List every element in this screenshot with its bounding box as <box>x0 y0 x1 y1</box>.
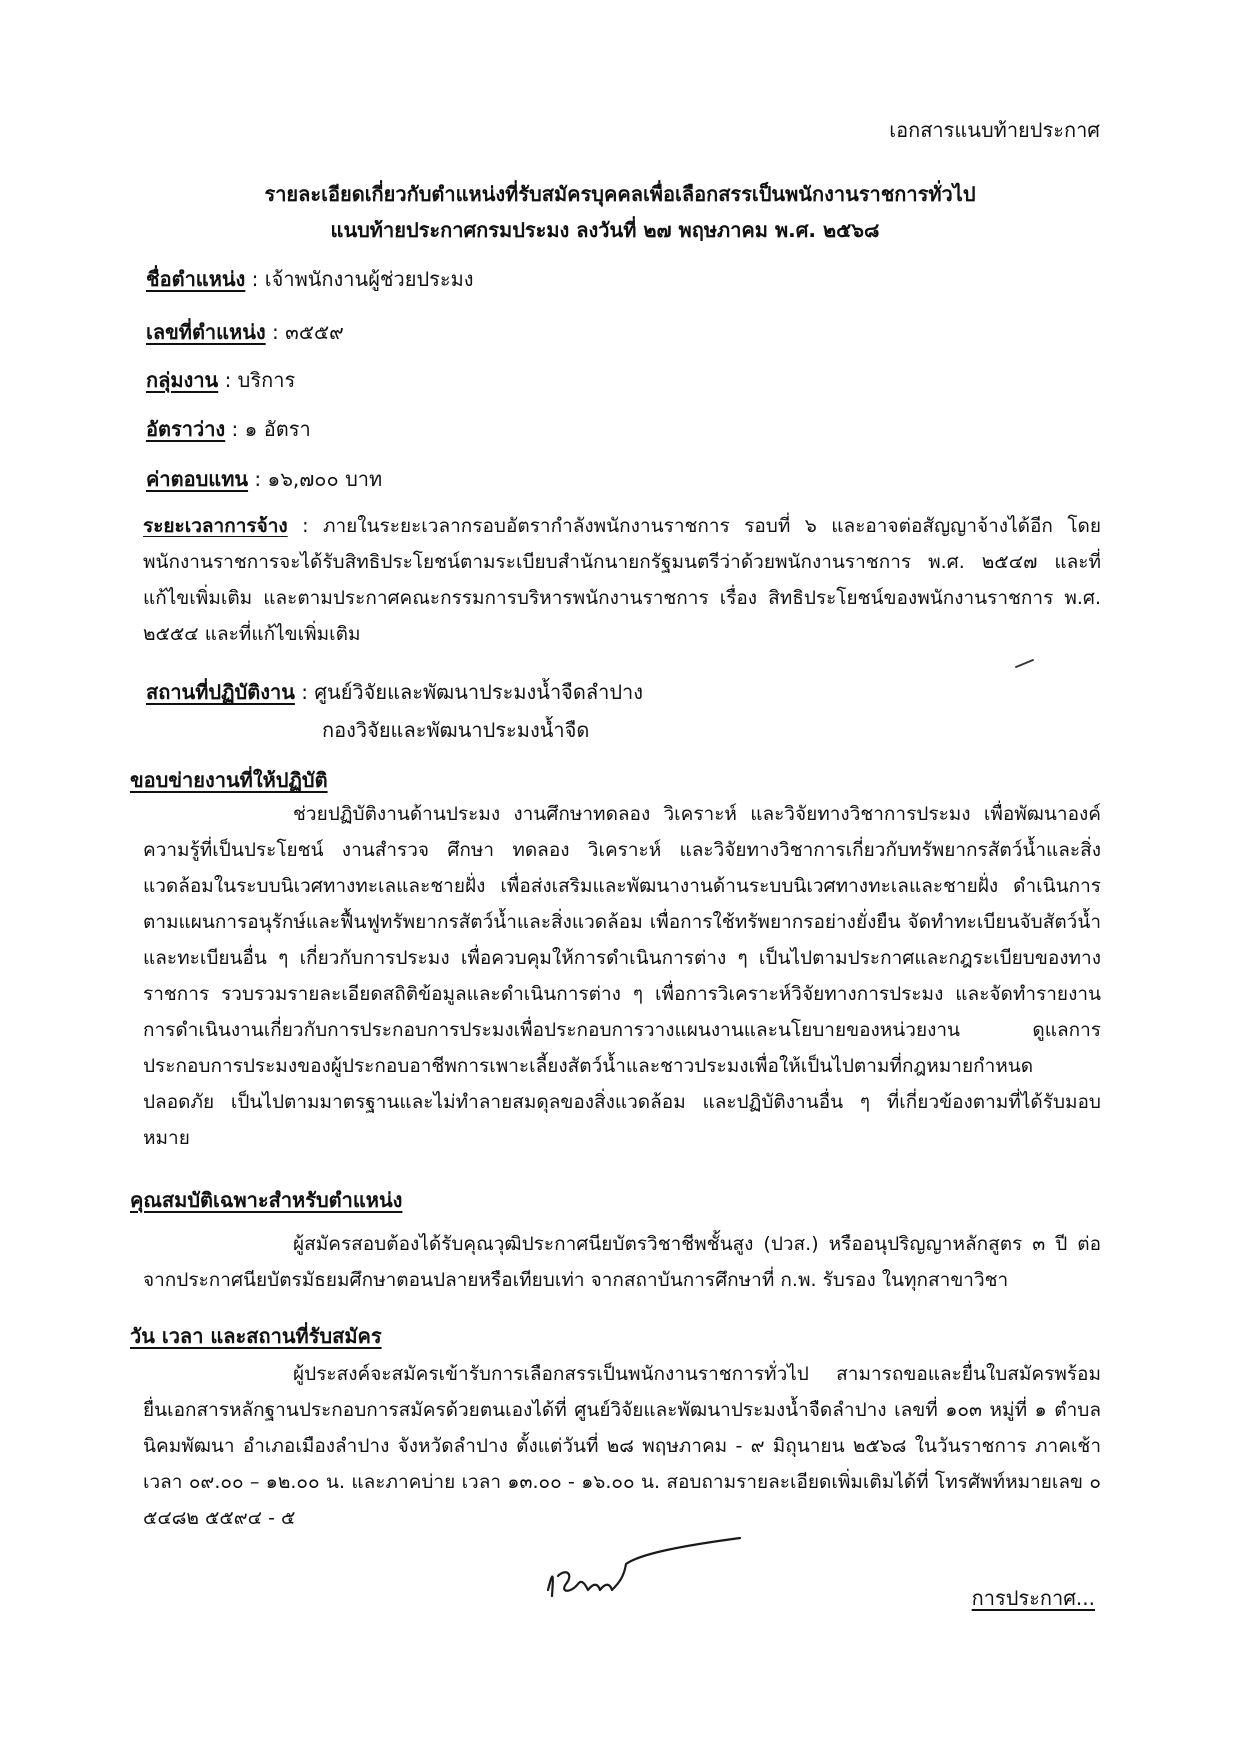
scope-paragraph: ช่วยปฏิบัติงานด้านประมง งานศึกษาทดลอง วิเคราะห์ และวิจัยทางวิชาการประมง เพื่อพัฒนาองค์ความรู้ที่เป็นประโยชน์ งานสำรวจ ศึกษา ทดลอง วิเคราะห์ และวิจัยทางวิชาการเกี่ยวกับทรัพยากรสัตว์น้ำและสิ่งแวดล้อมในระบบนิเวศทางทะเลและชายฝั่ง เพื่อส่งเสริมและพัฒนางานด้านระบบนิเวศทางทะเลและชายฝั่ง ดำเนินการตามแผนการอนุรักษ์และฟื้นฟูทรัพยากรสัตว์น้ำและสิ่งแวดล้อม เพื่อการใช้ทรัพยากรอย่างยั่งยืน จัดทำทะเบียนจับสัตว์น้ำ และทะเบียนอื่น ๆ เกี่ยวกับการประมง เพื่อควบคุมให้การดำเนินการต่าง ๆ เป็นไปตามประกาศและกฎระเบียบของทางราชการ รวบรวมรายละเอียดสถิติข้อมูลและดำเนินการต่าง ๆ เพื่อการวิเคราะห์วิจัยทางการประมง และจัดทำรายงานการดำเนินงานเกี่ยวกับการประกอบการประมงเพื่อประกอบการวางแผนงานและนโยบายของหน่วยงาน ดูแลการประกอบการประมงของผู้ประกอบอาชีพการเพาะเลี้ยงสัตว์น้ำและชาวประมงเพื่อให้เป็นไปตามที่กฎหมายกำหนด ปลอดภัย เป็นไปตามมาตรฐานและไม่ทำลายสมดุลของสิ่งแวดล้อม และปฏิบัติงานอื่น ๆ ที่เกี่ยวข้องตามที่ได้รับมอบหมาย <box>143 803 1101 1149</box>
position-name-field <box>146 263 474 295</box>
position-number-field <box>146 316 344 348</box>
workplace-line-1: : ศูนย์วิจัยและพัฒนาประมงน้ำจืดลำปาง <box>294 680 644 704</box>
work-group-field <box>146 364 295 396</box>
employment-period-label: ระยะเวลาการจ้าง <box>143 515 288 537</box>
vacancies-field <box>146 413 311 445</box>
document-title <box>0 176 1240 248</box>
position-name-label: ชื่อตำแหน่ง <box>146 267 246 291</box>
position-name-value: : เจ้าพนักงานผู้ช่วยประมง <box>245 267 474 291</box>
position-number-value: : ๓๕๕๙ <box>265 320 344 344</box>
scope-heading: ขอบข่ายงานที่ให้ปฏิบัติ <box>130 768 328 792</box>
attachment-note: เอกสารแนบท้ายประกาศ <box>889 118 1100 142</box>
position-number-label: เลขที่ตำแหน่ง <box>146 320 266 344</box>
qualifications-paragraph: ผู้สมัครสอบต้องได้รับคุณวุฒิประกาศนียบัตรวิชาชีพชั้นสูง (ปวส.) หรืออนุปริญญาหลักสูตร ๓ ปี ต่อจากประกาศนียบัตรมัธยมศึกษาตอนปลายหรือเทียบเท่า จากสถาบันการศึกษาที่ ก.พ. รับรอง ในทุกสาขาวิชา <box>143 1233 1101 1291</box>
compensation-label: ค่าตอบแทน <box>146 467 249 491</box>
continued-next-page: การประกาศ... <box>971 1586 1095 1610</box>
work-group-value: : บริการ <box>218 368 296 392</box>
work-group-label: กลุ่มงาน <box>146 368 219 392</box>
compensation-field <box>146 463 382 495</box>
employment-period-paragraph <box>143 508 1101 652</box>
application-paragraph: ผู้ประสงค์จะสมัครเข้ารับการเลือกสรรเป็นพนักงานราชการทั่วไป สามารถขอและยื่นใบสมัครพร้อมยื่นเอกสารหลักฐานประกอบการสมัครด้วยตนเองได้ที่ ศูนย์วิจัยและพัฒนาประมงน้ำจืดลำปาง เลขที่ ๑๐๓ หมู่ที่ ๑ ตำบลนิคมพัฒนา อำเภอเมืองลำปาง จังหวัดลำปาง ตั้งแต่วันที่ ๒๘ พฤษภาคม - ๙ มิถุนายน ๒๕๖๘ ในวันราชการ ภาคเช้า เวลา ๐๙.๐๐ – ๑๒.๐๐ น. และภาคบ่าย เวลา ๑๓.๐๐ - ๑๖.๐๐ น. สอบถามรายละเอียดเพิ่มเติมได้ที่ โทรศัพท์หมายเลข ๐ ๕๔๘๒ ๕๕๙๔ - ๕ <box>143 1363 1101 1529</box>
workplace-line-2: กองวิจัยและพัฒนาประมงน้ำจืด <box>322 718 590 742</box>
application-heading: วัน เวลา และสถานที่รับสมัคร <box>130 1324 382 1348</box>
title-line-1: รายละเอียดเกี่ยวกับตำแหน่งที่รับสมัครบุคคลเพื่อเลือกสรรเป็นพนักงานราชการทั่วไป <box>264 182 976 206</box>
title-line-2: แนบท้ายประกาศกรมประมง ลงวันที่ ๒๗ พฤษภาคม พ.ศ. ๒๕๖๘ <box>330 218 880 242</box>
vacancies-label: อัตราว่าง <box>146 417 226 441</box>
compensation-value: : ๑๖,๗๐๐ บาท <box>248 467 383 491</box>
pen-mark <box>1014 656 1036 670</box>
employment-period-text: : ภายในระยะเวลากรอบอัตรากำลังพนักงานราชการ รอบที่ ๖ และอาจต่อสัญญาจ้างได้อีก โดยพนักงานราชการจะได้รับสิทธิประโยชน์ตามระเบียบสำนักนายกรัฐมนตรีว่าด้วยพนักงานราชการ พ.ศ. ๒๕๔๗ และที่แก้ไขเพิ่มเติม และตามประกาศคณะกรรมการบริหารพนักงานราชการ เรื่อง สิทธิประโยชน์ของพนักงานราชการ พ.ศ. ๒๕๕๔ และที่แก้ไขเพิ่มเติม <box>143 515 1101 645</box>
vacancies-value: : ๑ อัตรา <box>225 417 311 441</box>
qualifications-heading: คุณสมบัติเฉพาะสำหรับตำแหน่ง <box>130 1188 403 1212</box>
signature <box>540 1512 760 1612</box>
workplace-label: สถานที่ปฏิบัติงาน <box>146 680 295 704</box>
workplace-field <box>146 676 643 708</box>
